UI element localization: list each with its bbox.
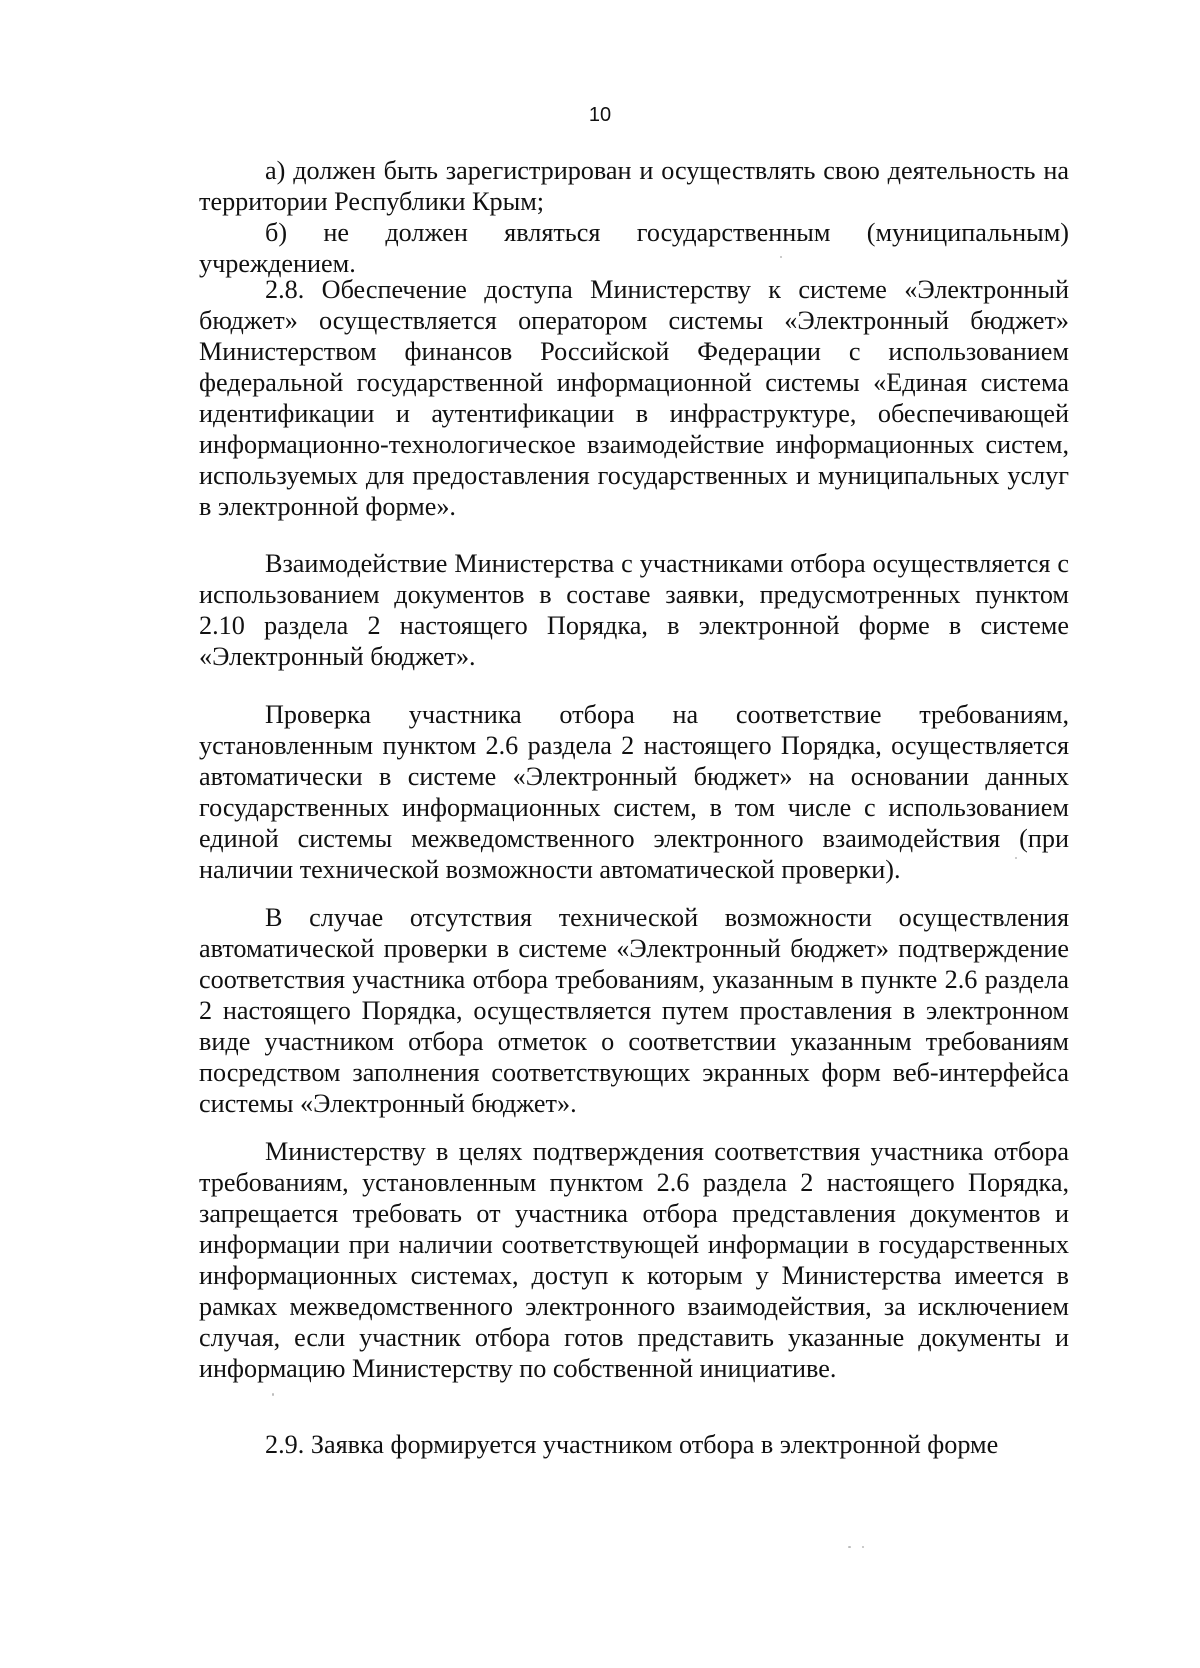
- scan-speck: [862, 1546, 864, 1548]
- scan-speck: [848, 1546, 851, 1548]
- paragraph-item-b: б) не должен являться государственным (муниципальным) учреждением.: [199, 218, 1069, 278]
- paragraph-no-technical-possibility: В случае отсутствия технической возможности осуществления автоматической проверки в системе «Электронный бюджет» подтверждение соответствия участника отбора требованиям, указанным в пункте 2.6 раздела 2 настоящего Порядка, осуществляется путем проставления в электронном виде участником отбора отметок о соответствии указанным требованиям посредством заполнения соответствующих экранных форм веб-интерфейса системы «Электронный бюджет».: [199, 903, 1069, 1118]
- paragraph-section-2-9: 2.9. Заявка формируется участником отбора в электронной форме: [265, 1430, 999, 1459]
- page-number: 10: [588, 104, 612, 126]
- paragraph-section-2-8: 2.8. Обеспечение доступа Министерству к системе «Электронный бюджет» осуществляется оператором системы «Электронный бюджет» Министерством финансов Российской Федерации с использованием федеральной государственной информационной системы «Единая система идентификации и аутентификации в инфраструктуре, обеспечивающей информационно-технологическое взаимодействие информационных систем, используемых для предоставления государственных и муниципальных услуг в электронной форме».: [199, 275, 1069, 521]
- scan-speck: [1015, 857, 1017, 859]
- paragraph-verification: Проверка участника отбора на соответствие требованиям, установленным пунктом 2.6 раздела 2 настоящего Порядка, осуществляется автоматически в системе «Электронный бюджет» на основании данных государственных информационных систем, в том числе с использованием единой системы межведомственного электронного взаимодействия (при наличии технической возможности автоматической проверки).: [199, 700, 1069, 884]
- scan-speck: [780, 256, 782, 258]
- paragraph-interaction: Взаимодействие Министерства с участниками отбора осуществляется с использованием документов в составе заявки, предусмотренных пунктом 2.10 раздела 2 настоящего Порядка, в электронной форме в системе «Электронный бюджет».: [199, 549, 1069, 671]
- paragraph-item-a: а) должен быть зарегистрирован и осуществлять свою деятельность на территории Республики Крым;: [199, 156, 1069, 216]
- scan-speck: [272, 1393, 274, 1396]
- paragraph-ministry-prohibition: Министерству в целях подтверждения соответствия участника отбора требованиям, установленным пунктом 2.6 раздела 2 настоящего Порядка, запрещается требовать от участника отбора представления документов и информации при наличии соответствующей информации в государственных информационных системах, доступ к которым у Министерства имеется в рамках межведомственного электронного взаимодействия, за исключением случая, если участник отбора готов представить указанные документы и информацию Министерству по собственной инициативе.: [199, 1137, 1069, 1383]
